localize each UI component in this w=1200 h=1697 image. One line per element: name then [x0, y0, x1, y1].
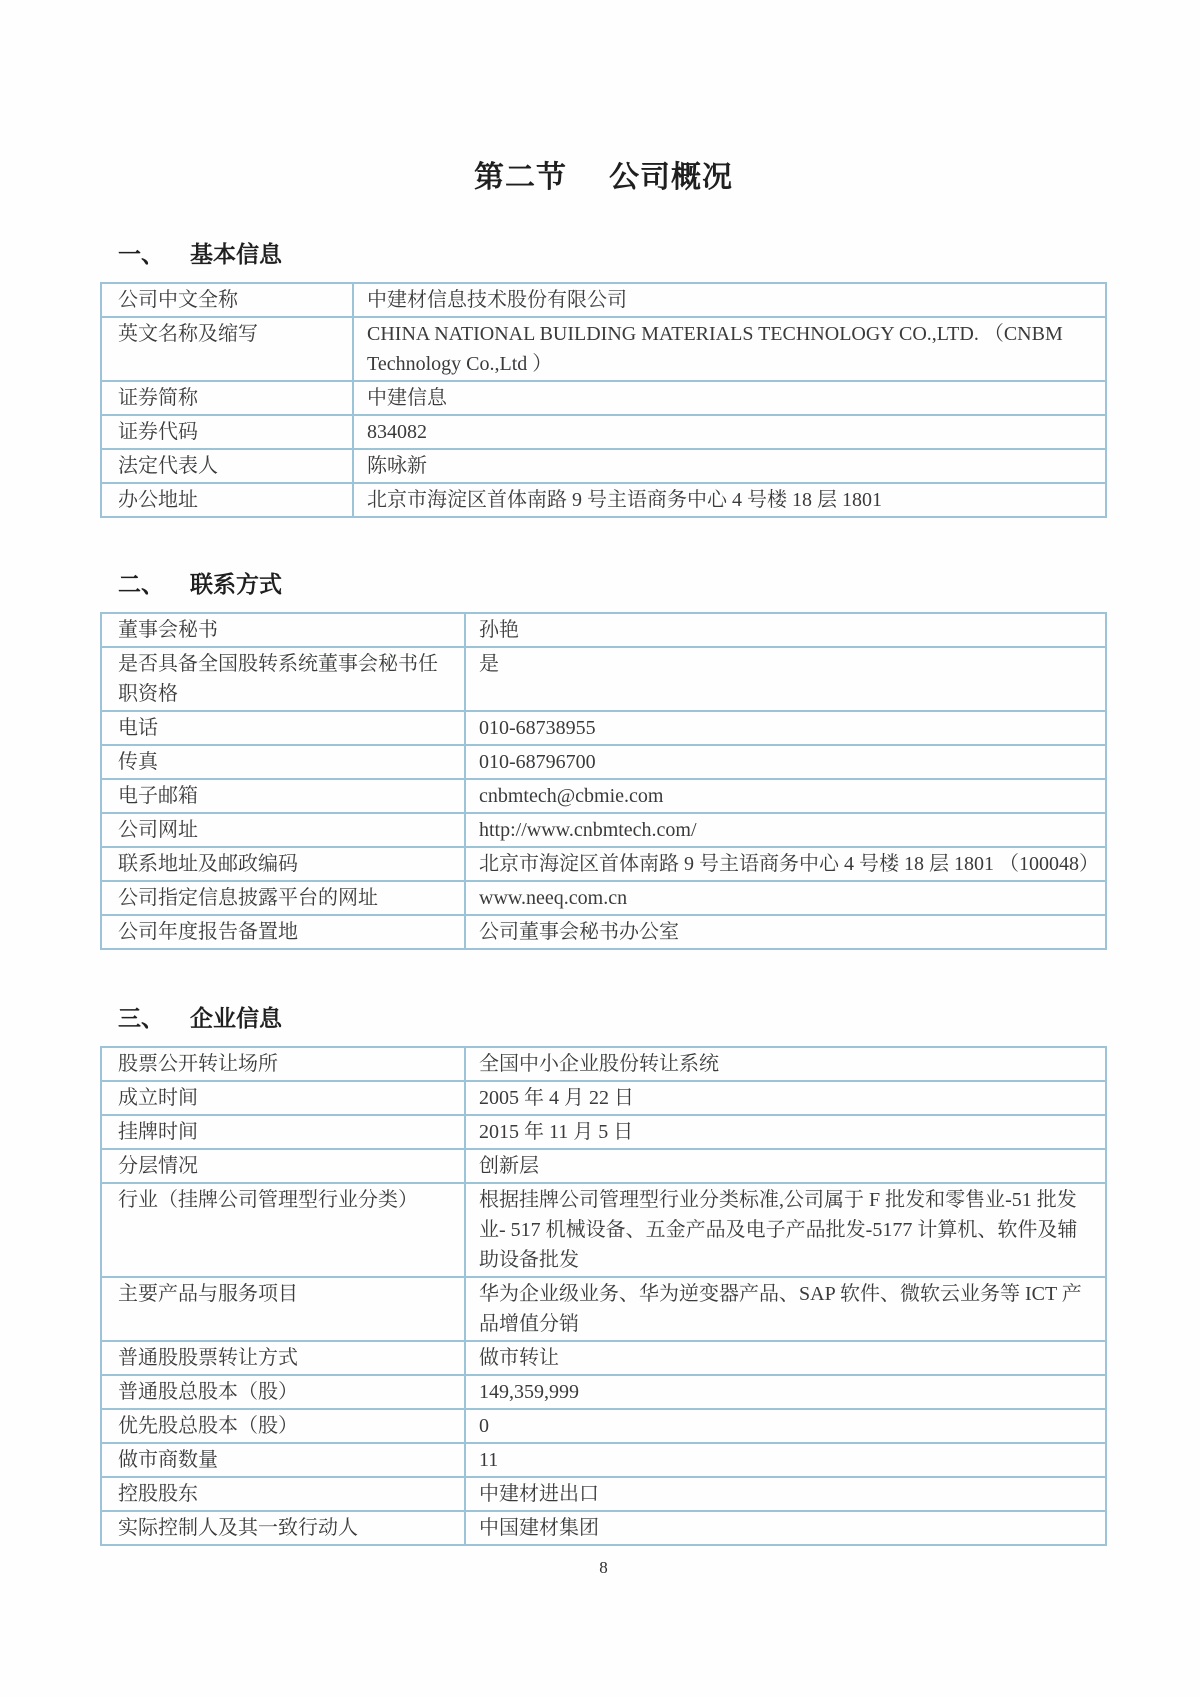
row-value: 0 — [465, 1409, 1106, 1443]
table-row — [101, 1183, 1106, 1277]
row-value: 中建材进出口 — [465, 1477, 1106, 1511]
table-row — [101, 483, 1106, 517]
page-number: 8 — [599, 1558, 608, 1577]
row-value: 中国建材集团 — [465, 1511, 1106, 1545]
row-label: 普通股总股本（股） — [101, 1375, 465, 1409]
row-value: cnbmtech@cbmie.com — [465, 779, 1106, 813]
row-value: 2015 年 11 月 5 日 — [465, 1115, 1106, 1149]
row-label: 办公地址 — [101, 483, 353, 517]
row-label: 挂牌时间 — [101, 1115, 465, 1149]
section-number: 二、 — [118, 571, 164, 597]
row-label: 公司网址 — [101, 813, 465, 847]
table-row — [101, 1277, 1106, 1341]
row-label: 公司年度报告备置地 — [101, 915, 465, 949]
row-label: 行业（挂牌公司管理型行业分类） — [101, 1183, 465, 1277]
row-label: 实际控制人及其一致行动人 — [101, 1511, 465, 1545]
row-value: 做市转让 — [465, 1341, 1106, 1375]
row-label: 股票公开转让场所 — [101, 1047, 465, 1081]
row-label: 英文名称及缩写 — [101, 317, 353, 381]
row-label: 主要产品与服务项目 — [101, 1277, 465, 1341]
row-value: 11 — [465, 1443, 1106, 1477]
row-label: 分层情况 — [101, 1149, 465, 1183]
table-row — [101, 745, 1106, 779]
page-title — [100, 152, 1107, 196]
table-row — [101, 1511, 1106, 1545]
row-value: CHINA NATIONAL BUILDING MATERIALS TECHNOLOGY CO.,LTD. （CNBM Technology Co.,Ltd ） — [353, 317, 1106, 381]
row-label: 证券代码 — [101, 415, 353, 449]
basic-info-table — [100, 282, 1107, 518]
table-row — [101, 1047, 1106, 1081]
section-number: 一、 — [118, 241, 164, 267]
table-row — [101, 1081, 1106, 1115]
row-label: 联系地址及邮政编码 — [101, 847, 465, 881]
row-value: 创新层 — [465, 1149, 1106, 1183]
table-row — [101, 1375, 1106, 1409]
row-label: 电话 — [101, 711, 465, 745]
row-value: 中建材信息技术股份有限公司 — [353, 283, 1106, 317]
section-number: 三、 — [118, 1005, 164, 1031]
row-label: 控股股东 — [101, 1477, 465, 1511]
row-value: 华为企业级业务、华为逆变器产品、SAP 软件、微软云业务等 ICT 产品增值分销 — [465, 1277, 1106, 1341]
page-title-section: 第二节 — [474, 161, 567, 194]
table-row — [101, 711, 1106, 745]
row-value: 中建信息 — [353, 381, 1106, 415]
row-value: 北京市海淀区首体南路 9 号主语商务中心 4 号楼 18 层 1801 — [353, 483, 1106, 517]
row-value: 陈咏新 — [353, 449, 1106, 483]
table-row — [101, 1149, 1106, 1183]
table-row — [101, 1115, 1106, 1149]
table-row — [101, 779, 1106, 813]
table-row — [101, 317, 1106, 381]
row-label: 公司中文全称 — [101, 283, 353, 317]
row-value: 全国中小企业股份转让系统 — [465, 1047, 1106, 1081]
row-value: 是 — [465, 647, 1106, 711]
row-label: 传真 — [101, 745, 465, 779]
row-label: 法定代表人 — [101, 449, 353, 483]
section-heading-contact-info — [100, 566, 1107, 599]
enterprise-info-table — [100, 1046, 1107, 1546]
table-row — [101, 415, 1106, 449]
row-label: 做市商数量 — [101, 1443, 465, 1477]
table-row — [101, 1443, 1106, 1477]
page-title-text: 公司概况 — [609, 161, 733, 194]
table-row — [101, 647, 1106, 711]
section-heading-enterprise-info — [100, 1000, 1107, 1033]
row-value: 孙艳 — [465, 613, 1106, 647]
table-row — [101, 381, 1106, 415]
table-row — [101, 1341, 1106, 1375]
row-value: 公司董事会秘书办公室 — [465, 915, 1106, 949]
row-label: 董事会秘书 — [101, 613, 465, 647]
row-value: www.neeq.com.cn — [465, 881, 1106, 915]
table-row — [101, 1409, 1106, 1443]
row-value: 149,359,999 — [465, 1375, 1106, 1409]
row-value: http://www.cnbmtech.com/ — [465, 813, 1106, 847]
row-value: 2005 年 4 月 22 日 — [465, 1081, 1106, 1115]
section-title: 企业信息 — [190, 1005, 282, 1031]
section-title: 联系方式 — [190, 571, 282, 597]
row-value: 834082 — [353, 415, 1106, 449]
row-label: 电子邮箱 — [101, 779, 465, 813]
table-row — [101, 283, 1106, 317]
row-value: 010-68796700 — [465, 745, 1106, 779]
table-row — [101, 881, 1106, 915]
row-value: 北京市海淀区首体南路 9 号主语商务中心 4 号楼 18 层 1801 （100048） — [465, 847, 1106, 881]
table-row — [101, 1477, 1106, 1511]
table-row — [101, 847, 1106, 881]
row-label: 是否具备全国股转系统董事会秘书任职资格 — [101, 647, 465, 711]
table-row — [101, 813, 1106, 847]
contact-info-table — [100, 612, 1107, 950]
row-label: 证券简称 — [101, 381, 353, 415]
row-label: 公司指定信息披露平台的网址 — [101, 881, 465, 915]
table-row — [101, 449, 1106, 483]
section-title: 基本信息 — [190, 241, 282, 267]
table-row — [101, 915, 1106, 949]
row-value: 010-68738955 — [465, 711, 1106, 745]
row-label: 普通股股票转让方式 — [101, 1341, 465, 1375]
row-label: 优先股总股本（股） — [101, 1409, 465, 1443]
table-row — [101, 613, 1106, 647]
row-label: 成立时间 — [101, 1081, 465, 1115]
section-heading-basic-info — [100, 236, 1107, 269]
row-value: 根据挂牌公司管理型行业分类标准,公司属于 F 批发和零售业-51 批发业- 517 机械设备、五金产品及电子产品批发-5177 计算机、软件及辅助设备批发 — [465, 1183, 1106, 1277]
